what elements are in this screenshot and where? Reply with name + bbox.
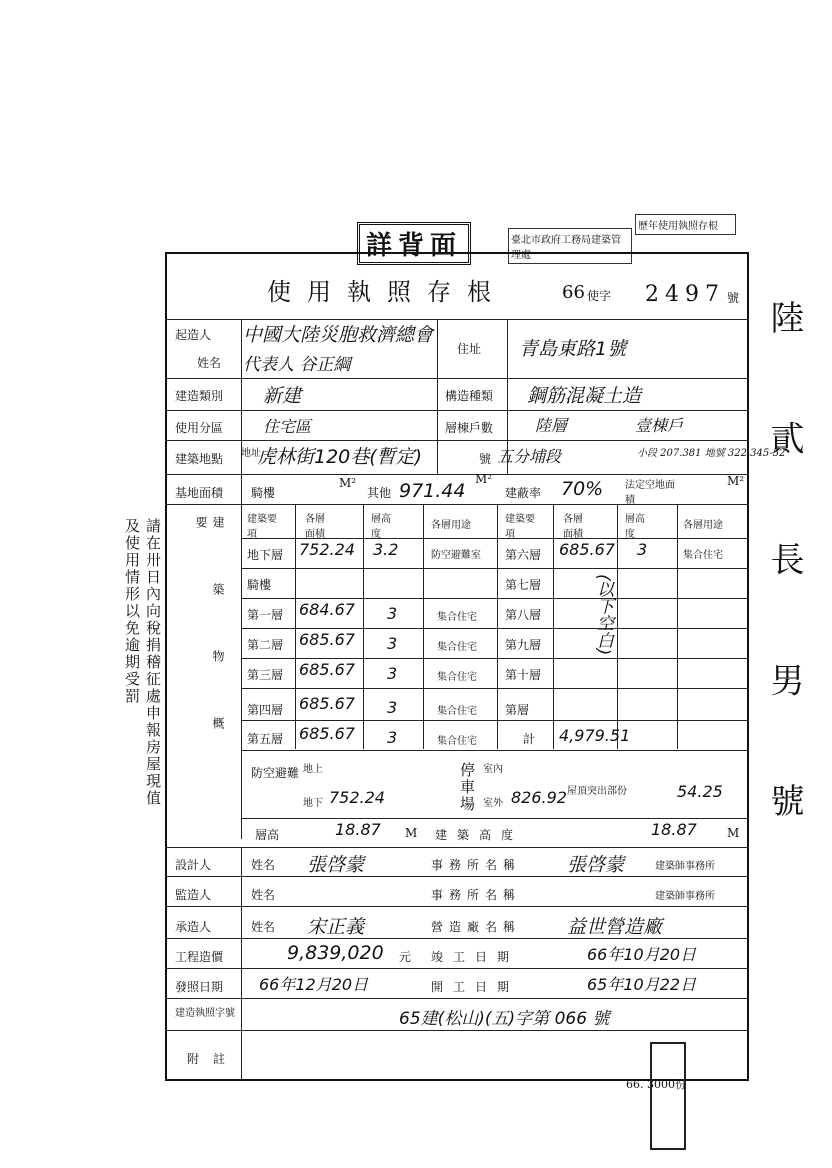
structure-type: 鋼筋混凝土造 — [527, 385, 642, 407]
site-no-label: 號 — [479, 452, 492, 466]
floors-value: 陸層 — [535, 416, 568, 435]
parking-outdoor-label: 室外 — [483, 798, 503, 809]
arcade-unit: M² — [339, 476, 357, 490]
arcade-label: 騎樓 — [251, 486, 276, 500]
col-item-left: 建築要項 — [247, 514, 277, 540]
f10-label: 第十層 — [505, 668, 542, 682]
site-area-label: 基地面積 — [175, 486, 224, 500]
structure-label: 構造種類 — [445, 389, 494, 403]
f4-label: 第四層 — [247, 703, 284, 717]
form-title: 使用執照存根 — [267, 278, 507, 306]
f6-label: 第六層 — [505, 548, 542, 562]
bld-height: 18.87 — [651, 820, 697, 839]
issue-date-label: 發照日期 — [175, 980, 224, 994]
other-unit: M² — [475, 472, 493, 486]
fn-label: 第層 — [505, 703, 530, 717]
parking-outdoor-area: 826.92 — [511, 788, 567, 807]
f4-area: 685.67 — [299, 694, 355, 713]
open-date: 65年10月22日 — [587, 975, 697, 994]
permit-suffix: 號 — [727, 291, 740, 305]
permit-number: 2497 — [645, 282, 725, 307]
bld-height-label: 建築高度 — [435, 828, 524, 842]
coverage-value: 70% — [561, 478, 604, 500]
defense-below-label: 地下 — [303, 798, 323, 809]
floor-height-unit: M — [405, 826, 418, 840]
other-area: 971.44 — [399, 480, 466, 502]
designer-firm-suffix: 建築師事務所 — [655, 861, 715, 872]
f9-label: 第九層 — [505, 638, 542, 652]
f5-area: 685.67 — [299, 724, 355, 743]
defense-below-area: 752.24 — [329, 788, 385, 807]
designer-label: 設計人 — [175, 858, 212, 872]
units-value: 壹棟戶 — [635, 416, 684, 435]
f1-use: 集合住宅 — [437, 612, 477, 623]
margin-instruction: 請在卅日內向稅捐稽征處申報房屋現值及使用情形以免逾期受罰 — [123, 518, 162, 807]
supervisor-firm-suffix: 建築師事務所 — [655, 891, 715, 902]
archive-stamp: 歷年使用執照存根 — [635, 214, 736, 235]
f3-height: 3 — [387, 664, 398, 683]
margin-handwriting: 陸 貳 長 男 號 — [764, 300, 804, 856]
basement-area: 752.24 — [299, 540, 355, 559]
basement-height: 3.2 — [373, 540, 399, 559]
total-area: 4,979.51 — [559, 726, 631, 745]
print-count: 66. 3000份 — [626, 1078, 686, 1091]
f6-height: 3 — [637, 540, 648, 559]
col-height-left: 層高度 — [371, 514, 391, 540]
col-use-right: 各層用途 — [683, 520, 723, 531]
finish-date-label: 竣工日期 — [431, 950, 520, 964]
col-area-left: 各層面積 — [305, 514, 325, 540]
f6-use: 集合住宅 — [683, 550, 723, 561]
cost-value: 9,839,020 — [287, 942, 384, 964]
f2-use: 集合住宅 — [437, 642, 477, 653]
builder-rep: 代表人 谷正綱 — [243, 355, 351, 375]
build-type-label: 建造類別 — [175, 389, 224, 403]
builder-label: 起造人 — [175, 328, 212, 342]
builder-address: 青島東路1號 — [519, 338, 627, 360]
f3-label: 第三層 — [247, 668, 284, 682]
name-label: 姓名 — [197, 356, 222, 370]
floor-height-label: 層高 — [255, 828, 280, 842]
col-item-right: 建築要項 — [505, 514, 535, 540]
f7-label: 第七層 — [505, 578, 542, 592]
qilou-label: 騎樓 — [247, 578, 272, 592]
build-type: 新建 — [263, 385, 302, 407]
permit-no-label: 建造執照字號 — [175, 1008, 235, 1019]
factory-name: 益世營造廠 — [567, 916, 663, 938]
legal-open-unit: M² — [727, 474, 745, 488]
floors-label: 層棟戶數 — [445, 421, 494, 435]
f1-area: 684.67 — [299, 600, 355, 619]
use-zone: 住宅區 — [263, 417, 312, 436]
basement-label: 地下層 — [247, 548, 284, 562]
permit-prefix: 使字 — [587, 289, 612, 303]
f4-height: 3 — [387, 698, 398, 717]
f2-label: 第二層 — [247, 638, 284, 652]
designer-firm-label: 事務所名稱 — [431, 858, 522, 872]
finish-date: 66年10月20日 — [587, 945, 697, 964]
total-label: 計 — [523, 732, 536, 746]
address-label: 住址 — [457, 342, 482, 356]
coverage-label: 建蔽率 — [505, 486, 542, 500]
defense-label: 防空避難 — [251, 766, 300, 780]
site-addr-label: 地址 — [241, 448, 261, 459]
f6-area: 685.67 — [559, 540, 615, 559]
f3-area: 685.67 — [299, 660, 355, 679]
cost-unit: 元 — [399, 950, 412, 964]
roof-out-label: 屋頂突出部份 — [567, 786, 627, 797]
bld-height-unit: M — [727, 826, 740, 840]
office-stamp: 臺北市政府工務局建築管理處 — [508, 228, 632, 264]
col-use-left: 各層用途 — [431, 520, 471, 531]
defense-above-label: 地上 — [303, 764, 323, 775]
factory-label: 營造廠名稱 — [431, 920, 522, 934]
f5-label: 第五層 — [247, 732, 284, 746]
cost-label: 工程造價 — [175, 950, 224, 964]
contractor-name-label: 姓名 — [251, 920, 276, 934]
col-area-right: 各層面積 — [563, 514, 583, 540]
f4-use: 集合住宅 — [437, 706, 477, 717]
site-address: 虎林街120巷(暫定) — [257, 446, 423, 468]
parking-indoor-label: 室內 — [483, 764, 503, 775]
f1-height: 3 — [387, 604, 398, 623]
supervisor-name-label: 姓名 — [251, 888, 276, 902]
contractor-name: 宋正義 — [307, 916, 365, 938]
site-lot: 五分埔段 — [497, 447, 562, 466]
basement-use: 防空避難室 — [431, 550, 481, 561]
designer-firm: 張啓蒙 — [567, 854, 625, 876]
supervisor-firm-label: 事務所名稱 — [431, 888, 522, 902]
permit-year: 66 — [562, 282, 585, 303]
lot-number: 小段 207.381 地號 322.345-52 — [637, 448, 786, 459]
f2-height: 3 — [387, 634, 398, 653]
f8-label: 第八層 — [505, 608, 542, 622]
permit-no: 65建(松山)(五)字第 066 號 — [399, 1009, 610, 1029]
floor-height: 18.87 — [335, 820, 381, 839]
designer-name: 張啓蒙 — [307, 854, 365, 876]
f5-use: 集合住宅 — [437, 736, 477, 747]
below-blank-note: (以下空白) — [593, 574, 613, 656]
col-height-right: 層高度 — [625, 514, 645, 540]
use-zone-label: 使用分區 — [175, 421, 224, 435]
legal-open-label: 法定空地面積 — [625, 480, 675, 506]
open-date-label: 開工日期 — [431, 980, 520, 994]
site-label: 建築地點 — [175, 452, 224, 466]
building-summary-label: 建築物概要 — [194, 516, 225, 784]
builder-name: 中國大陸災胞救濟總會 — [243, 324, 434, 346]
contractor-label: 承造人 — [175, 920, 212, 934]
f2-area: 685.67 — [299, 630, 355, 649]
designer-name-label: 姓名 — [251, 858, 276, 872]
note-label: 附註 — [187, 1052, 240, 1066]
detail-back-stamp: 詳背面 — [357, 222, 471, 265]
f5-height: 3 — [387, 728, 398, 747]
parking-label: 停車場 — [458, 762, 476, 813]
issue-date: 66年12月20日 — [259, 975, 369, 994]
supervisor-label: 監造人 — [175, 888, 212, 902]
f3-use: 集合住宅 — [437, 672, 477, 683]
other-label: 其他 — [367, 486, 392, 500]
f1-label: 第一層 — [247, 608, 284, 622]
roof-out-area: 54.25 — [677, 782, 723, 801]
seal-stamp — [650, 1042, 686, 1150]
